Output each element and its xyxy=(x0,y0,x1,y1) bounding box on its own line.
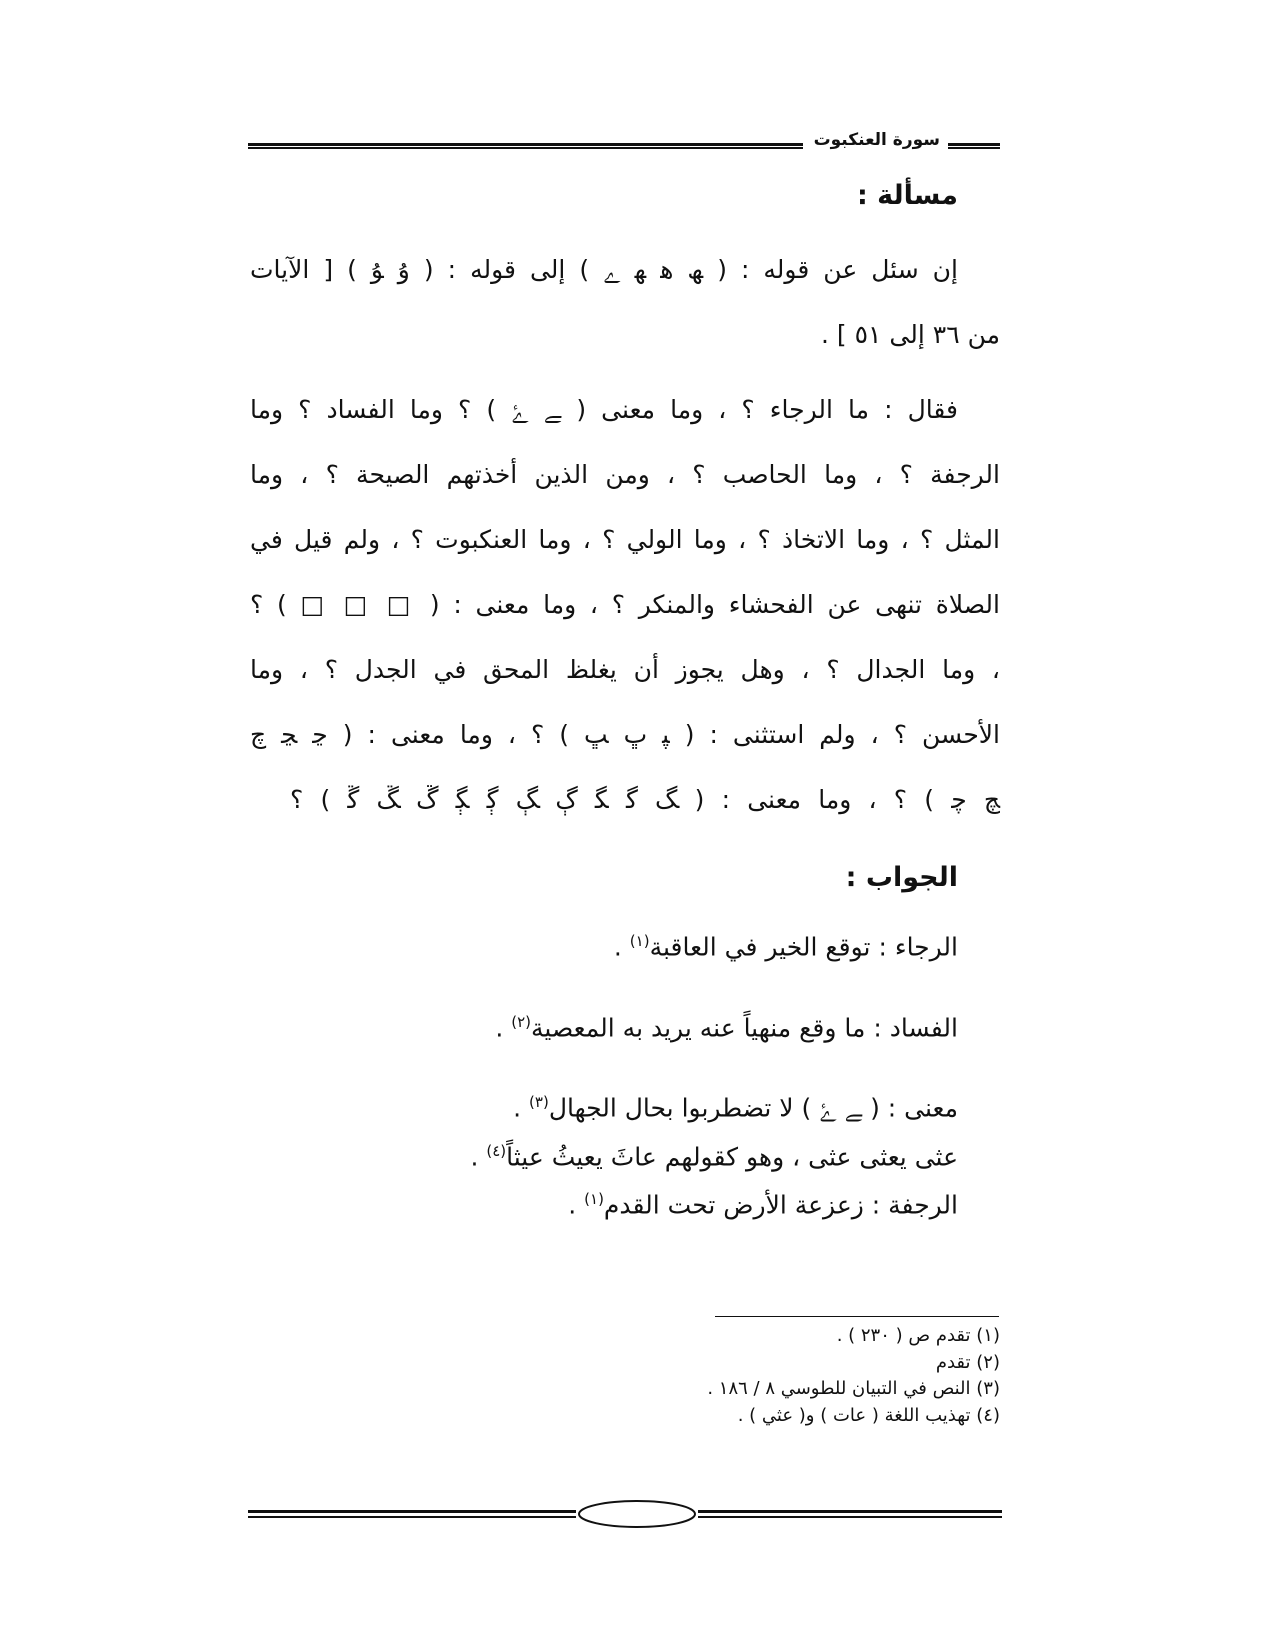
footnote: (١) تقدم ص ( ٢٣٠ ) . xyxy=(836,1325,1000,1346)
question-line: المثل ؟ ، وما الاتخاذ ؟ ، وما الولي ؟ ، وما العنكبوت ؟ ، ولم قيل في xyxy=(250,525,1000,554)
running-header xyxy=(248,130,1000,160)
question-intro-line-1: إن سئل عن قوله : ( ﮫ ﮬ ﮭ ﮮ ) إلى قوله : ( ﯗ ﯘ ) [ الآيات xyxy=(250,255,958,284)
question-line: الصلاة تنهى عن الفحشاء والمنكر ؟ ، وما معنى : ( □ □ □ ) ؟ xyxy=(250,590,1000,619)
footnote: (٢) تقدم xyxy=(935,1352,1000,1373)
question-intro-line-2: من ٣٦ إلى ٥١ ] . xyxy=(821,320,1000,349)
page-number-oval xyxy=(576,1498,698,1530)
footnote-separator xyxy=(715,1316,999,1317)
answer-item: الرجاء : توقع الخير في العاقبة$^{(١)}$ . xyxy=(613,932,958,962)
answer-item: معنى : ( ﮯ ﮰ ) لا تضطربوا بحال الجهال$^{(٣)}$ . xyxy=(513,1093,958,1123)
header-rule-short xyxy=(948,143,1000,149)
answer-item: الرجفة : زعزعة الأرض تحت القدم$^{(١)}$ . xyxy=(568,1190,958,1220)
footnote-ref: (٢) xyxy=(511,1013,532,1031)
answer-heading: الجواب : xyxy=(845,862,958,893)
header-rule xyxy=(248,143,803,149)
footnote-ref: (٣) xyxy=(529,1093,549,1111)
answer-item: عثى يعثى عثى ، وهو كقولهم عاثَ يعيثُ عيثاً$^{(٤)}$ . xyxy=(470,1142,958,1172)
question-line: الأحسن ؟ ، ولم استثنى : ( ﭙ ﭚ ﭛ ) ؟ ، وما معنى : ( ﭸ ﭹ ﭺ xyxy=(250,720,1000,749)
footnote: (٣) النص في التبيان للطوسي ٨ / ١٨٦ . xyxy=(707,1378,1000,1399)
footnote-ref: (٤) xyxy=(486,1142,507,1160)
question-heading: مسألة : xyxy=(856,180,958,211)
question-line: ﭻ ﭼ ) ؟ ، وما معنى : ( ﮓ ﮔ ﮕ ﮖ ﮗ ﮘ ﮙ ﮚ ﮛ ﮜ ) ؟ xyxy=(290,785,1000,814)
answer-item: الفساد : ما وقع منهياً عنه يريد به المعصية$^{(٢)}$ . xyxy=(495,1013,958,1043)
question-line: فقال : ما الرجاء ؟ ، وما معنى ( ﮯ ﮰ ) ؟ وما الفساد ؟ وما xyxy=(250,395,958,424)
footer-rule xyxy=(248,1510,576,1518)
question-line: الرجفة ؟ ، وما الحاصب ؟ ، ومن الذين أخذتهم الصيحة ؟ ، وما xyxy=(250,460,1000,489)
footnote: (٤) تهذيب اللغة ( عات ) و( عثي ) . xyxy=(737,1405,1000,1426)
surah-title: سورة العنكبوت xyxy=(813,130,940,150)
footnote-ref: (١) xyxy=(629,932,650,950)
footer-rule xyxy=(698,1510,1002,1518)
question-line: ، وما الجدال ؟ ، وهل يجوز أن يغلظ المحق في الجدل ؟ ، وما xyxy=(250,655,1000,684)
footnote-ref: (١) xyxy=(584,1190,604,1208)
